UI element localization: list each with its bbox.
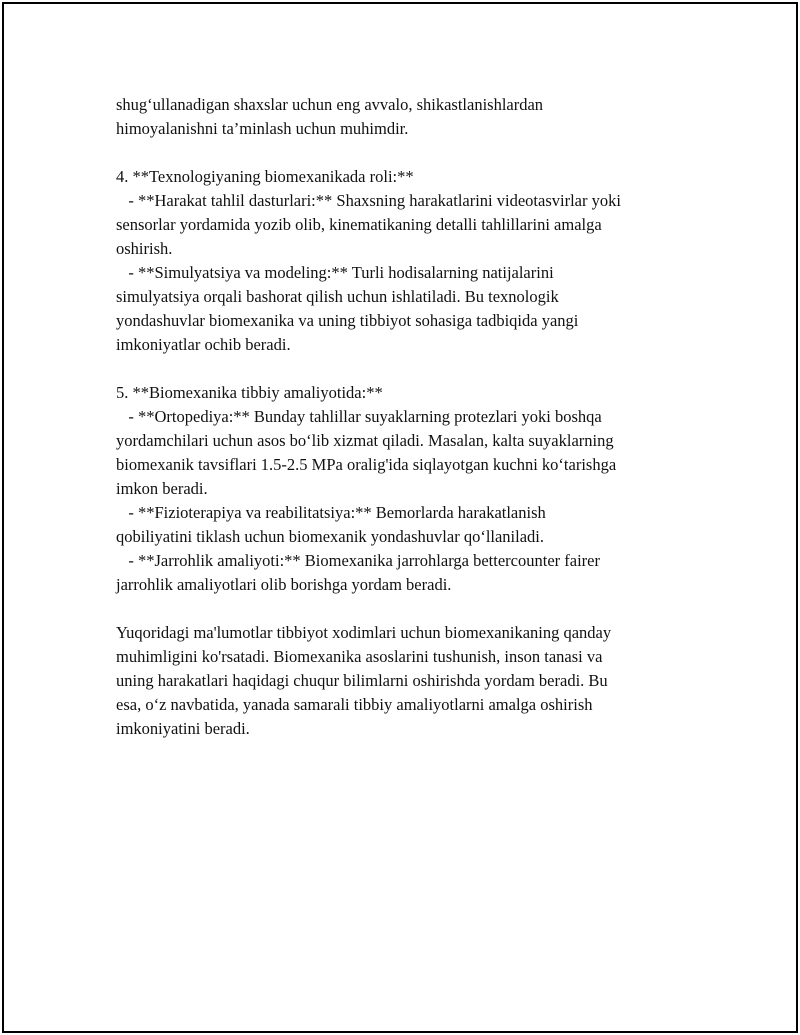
intro-paragraph — [116, 93, 686, 141]
text-line: uning harakatlari haqidagi chuqur bilimlarni oshirishda yordam beradi. Bu — [116, 671, 608, 690]
text-line: sensorlar yordamida yozib olib, kinematikaning detalli tahlillarini amalga — [116, 215, 602, 234]
paragraph-gap — [116, 357, 686, 381]
text-line: imkoniyatlar ochib beradi. — [116, 335, 291, 354]
text-line: shug‘ullanadigan shaxslar uchun eng avvalo, shikastlanishlardan — [116, 95, 544, 114]
paragraph-gap — [116, 597, 686, 621]
text-line: esa, o‘z navbatida, yanada samarali tibbiy amaliyotlarni amalga oshirish — [116, 695, 593, 714]
list-item — [116, 405, 686, 501]
section-4 — [116, 165, 686, 357]
paragraph-gap — [116, 141, 686, 165]
text-line: biomexanik tavsiflari 1.5-2.5 MPa oralig'ida siqlayotgan kuchni ko‘tarishga — [116, 455, 617, 474]
list-item — [116, 501, 686, 549]
text-line: muhimligini ko'rsatadi. Biomexanika asoslarini tushunish, inson tanasi va — [116, 647, 603, 666]
text-line: - **Harakat tahlil dasturlari:** Shaxsning harakatlarini videotasvirlar yoki — [116, 191, 621, 210]
text-line: jarrohlik amaliyotlari olib borishga yordam beradi. — [116, 575, 452, 594]
text-line: qobiliyatini tiklash uchun biomexanik yondashuvlar qo‘llaniladi. — [116, 527, 545, 546]
list-item — [116, 261, 686, 357]
text-line: - **Fizioterapiya va reabilitatsiya:** Bemorlarda harakatlanish — [116, 503, 546, 522]
text-line: imkon beradi. — [116, 479, 208, 498]
text-line: himoyalanishni ta’minlash uchun muhimdir. — [116, 119, 409, 138]
list-item — [116, 189, 686, 261]
section-heading: 4. **Texnologiyaning biomexanikada roli:** — [116, 167, 414, 186]
conclusion-paragraph — [116, 621, 686, 741]
text-line: - **Ortopediya:** Bunday tahlillar suyaklarning protezlari yoki boshqa — [116, 407, 602, 426]
list-item — [116, 549, 686, 597]
text-line: imkoniyatini beradi. — [116, 719, 250, 738]
section-5 — [116, 381, 686, 597]
text-line: - **Jarrohlik amaliyoti:** Biomexanika jarrohlarga bettercounter fairer — [116, 551, 600, 570]
text-line: simulyatsiya orqali bashorat qilish uchun ishlatiladi. Bu texnologik — [116, 287, 559, 306]
text-line: yondashuvlar biomexanika va uning tibbiyot sohasiga tadbiqida yangi — [116, 311, 579, 330]
text-line: Yuqoridagi ma'lumotlar tibbiyot xodimlari uchun biomexanikaning qanday — [116, 623, 612, 642]
text-line: yordamchilari uchun asos bo‘lib xizmat qiladi. Masalan, kalta suyaklarning — [116, 431, 614, 450]
text-line: - **Simulyatsiya va modeling:** Turli hodisalarning natijalarini — [116, 263, 554, 282]
section-heading: 5. **Biomexanika tibbiy amaliyotida:** — [116, 383, 383, 402]
text-line: oshirish. — [116, 239, 173, 258]
document-body — [116, 93, 686, 741]
